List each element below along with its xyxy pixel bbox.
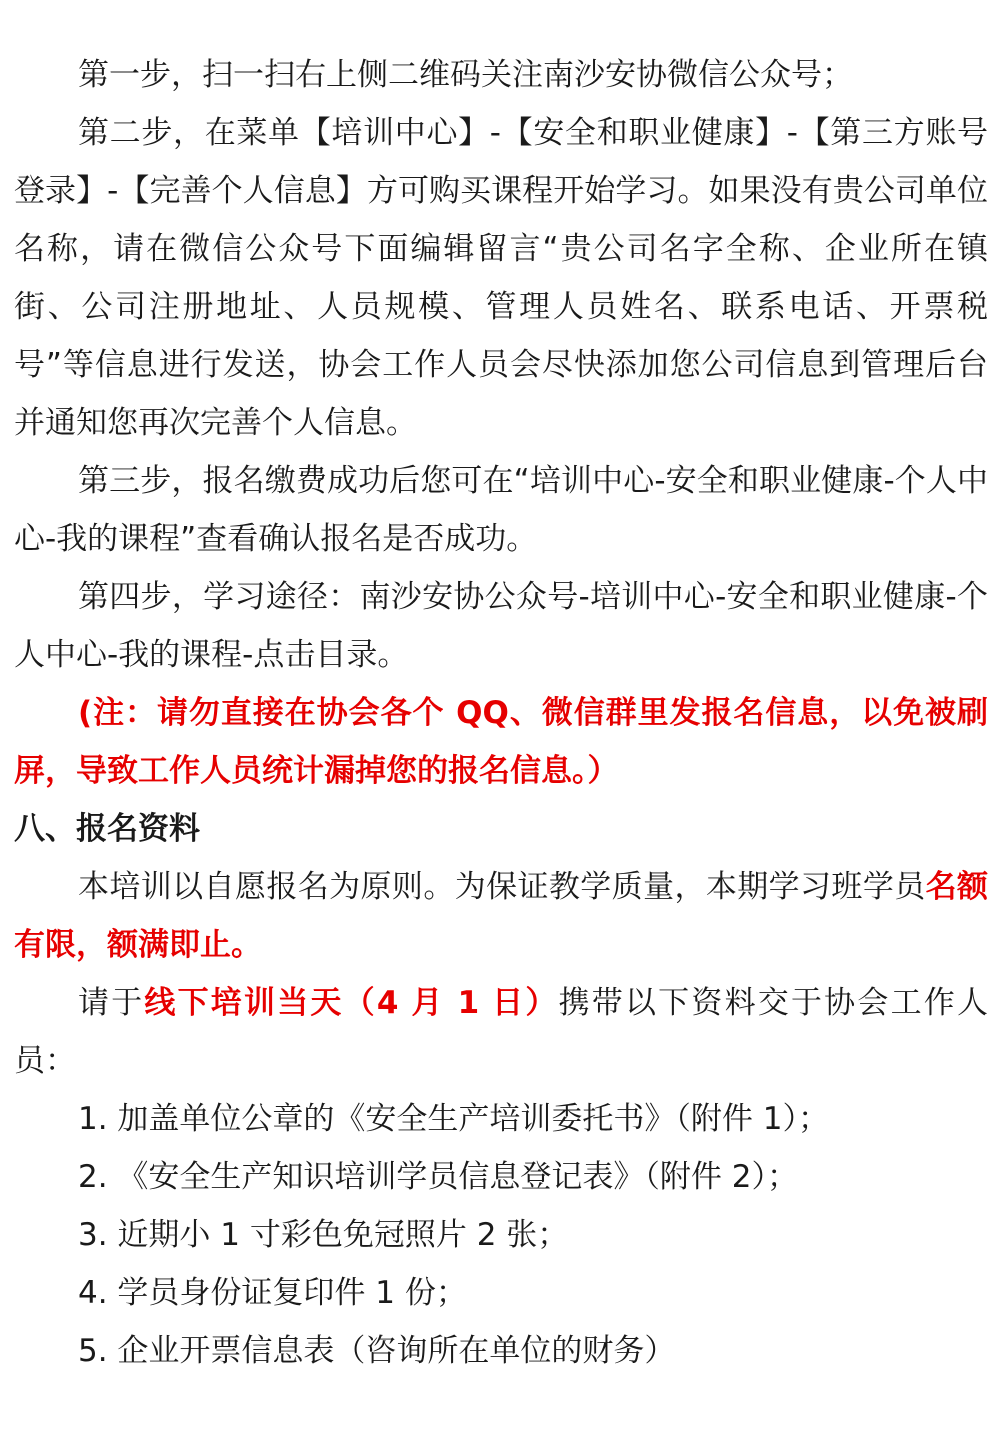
materials-paragraph bbox=[14, 974, 988, 1090]
step-3-paragraph: 第三步，报名缴费成功后您可在“培训中心-安全和职业健康-个人中心-我的课程”查看确认报名是否成功。 bbox=[14, 463, 988, 557]
section-heading: 八、报名资料 bbox=[14, 811, 200, 847]
quota-highlight: 名额有限，额满即止。 bbox=[14, 869, 989, 963]
note-paragraph: (注：请勿直接在协会各个 QQ、微信群里发报名信息，以免被刷屏，导致工作人员统计漏掉您的报名信息。） bbox=[14, 695, 988, 789]
list-item: 3. 近期小 1 寸彩色免冠照片 2 张； bbox=[78, 1217, 569, 1253]
materials-suffix: 携带以下资料交于协会工作人员： bbox=[14, 985, 988, 1079]
list-item: 2. 《安全生产知识培训学员信息登记表》（附件 2）； bbox=[78, 1159, 799, 1195]
list-item: 1. 加盖单位公章的《安全生产培训委托书》（附件 1）； bbox=[78, 1101, 830, 1137]
step-1-paragraph: 第一步，扫一扫右上侧二维码关注南沙安协微信公众号； bbox=[78, 57, 853, 93]
step-2-paragraph: 第二步，在菜单【培训中心】-【安全和职业健康】-【第三方账号登录】-【完善个人信息】方可购买课程开始学习。如果没有贵公司单位名称，请在微信公众号下面编辑留言“贵公司名字全称、企业所在镇街、公司注册地址、人员规模、管理人员姓名、联系电话、开票税号”等信息进行发送，协会工作人员会尽快添加您公司信息到管理后台并通知您再次完善个人信息。 bbox=[14, 115, 988, 441]
training-date-highlight: 线下培训当天（4 月 1 日） bbox=[144, 985, 559, 1021]
list-item: 4. 学员身份证复印件 1 份； bbox=[78, 1275, 467, 1311]
step-4-paragraph: 第四步，学习途径：南沙安协公众号-培训中心-安全和职业健康-个人中心-我的课程-点击目录。 bbox=[14, 579, 988, 673]
quota-text: 本培训以自愿报名为原则。为保证教学质量，本期学习班学员 bbox=[78, 869, 926, 905]
quota-paragraph bbox=[14, 858, 988, 974]
list-item: 5. 企业开票信息表（咨询所在单位的财务） bbox=[78, 1333, 676, 1369]
materials-prefix: 请于 bbox=[78, 985, 145, 1021]
materials-list bbox=[14, 1090, 988, 1380]
